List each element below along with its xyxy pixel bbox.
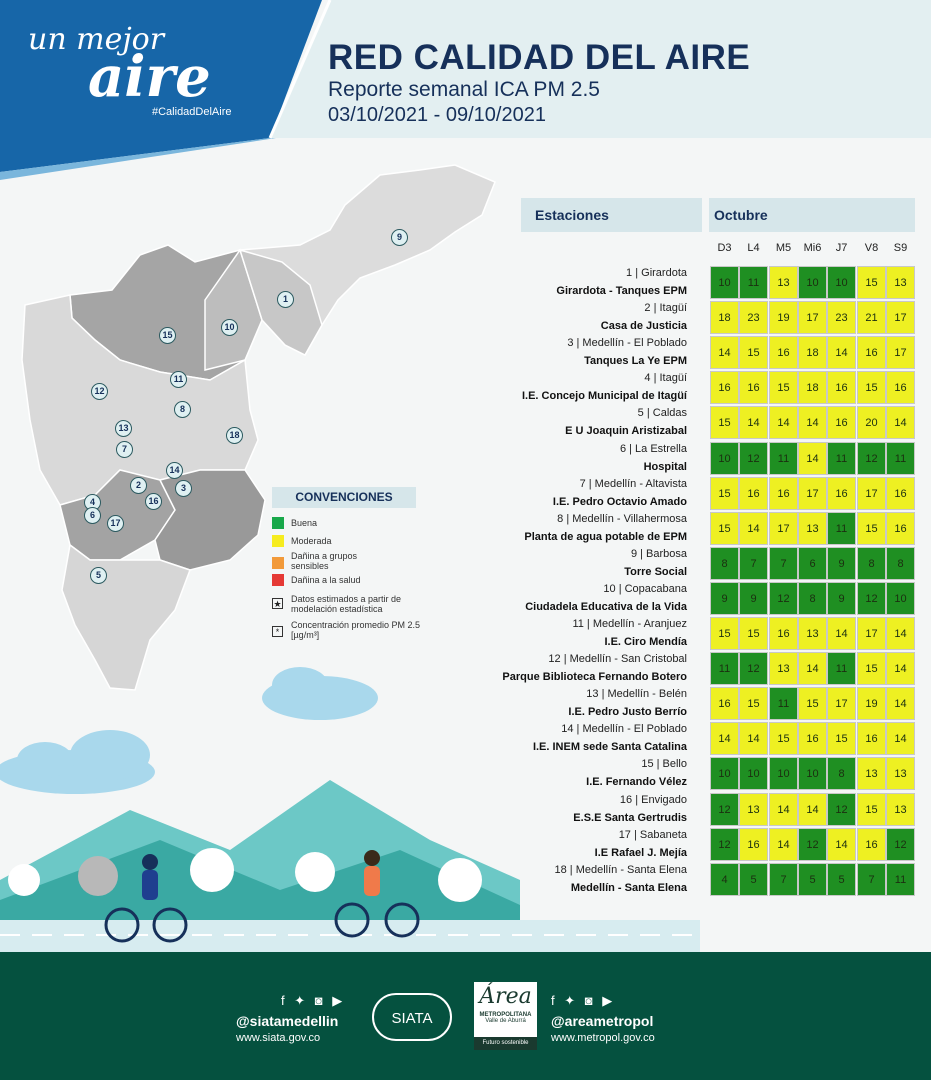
ica-cell: 13 — [886, 266, 915, 299]
social-media-icons[interactable]: f ✦ ◙ ▶ — [551, 993, 616, 1008]
footer — [0, 952, 931, 1080]
station-name: I.E. Pedro Justo Berrío — [568, 706, 687, 718]
logo-text-un-mejor: un mejor — [28, 22, 165, 57]
ica-cell: 15 — [857, 371, 886, 404]
ica-cell: 12 — [827, 793, 856, 826]
day-header: L4 — [747, 242, 760, 254]
station-id-place: 3 | Medellín - El Poblado — [567, 337, 687, 349]
ica-cell: 14 — [886, 687, 915, 720]
station-id-place: 16 | Envigado — [619, 794, 687, 806]
asterisk-icon: * — [272, 626, 283, 637]
legend-swatch-salud — [272, 574, 284, 586]
map-station-marker[interactable]: 9 — [391, 229, 408, 246]
station-name: Tanques La Ye EPM — [584, 355, 687, 367]
ica-cell: 13 — [798, 617, 827, 650]
ica-cell: 7 — [739, 547, 768, 580]
ica-cell: 12 — [739, 442, 768, 475]
ica-cell: 15 — [710, 512, 739, 545]
ica-cell: 8 — [827, 757, 856, 790]
ica-cell: 14 — [827, 617, 856, 650]
ica-cell: 10 — [798, 757, 827, 790]
ica-cell: 16 — [769, 617, 798, 650]
ica-cell: 19 — [769, 301, 798, 334]
ica-cell: 8 — [857, 547, 886, 580]
ica-cell: 18 — [798, 336, 827, 369]
ica-cell: 16 — [827, 477, 856, 510]
day-header: Mi6 — [803, 242, 822, 254]
ica-cell: 11 — [886, 442, 915, 475]
ica-cell: 13 — [886, 793, 915, 826]
day-header: D3 — [717, 242, 732, 254]
legend-label-buena: Buena — [291, 518, 318, 528]
ica-cell: 7 — [769, 547, 798, 580]
area-logo-line1: METROPOLITANA — [479, 1012, 532, 1018]
ica-cell: 11 — [739, 266, 768, 299]
legend-swatch-buena — [272, 517, 284, 529]
legend-label-sensibles: Dañina a grupos sensibles — [291, 551, 358, 571]
ica-cell: 16 — [769, 477, 798, 510]
ica-cell: 16 — [769, 336, 798, 369]
ica-cell: 17 — [798, 477, 827, 510]
map-station-marker[interactable]: 5 — [90, 567, 107, 584]
map-station-marker[interactable]: 7 — [116, 441, 133, 458]
station-name: I.E. Concejo Municipal de Itagüí — [521, 390, 687, 402]
ica-cell: 16 — [827, 371, 856, 404]
ica-cell: 10 — [710, 266, 739, 299]
map-station-marker[interactable]: 1 — [277, 291, 294, 308]
station-id-place: 8 | Medellín - Villahermosa — [557, 513, 687, 525]
ica-cell: 10 — [739, 757, 768, 790]
station-id-place: 13 | Medellín - Belén — [586, 688, 687, 700]
ica-cell: 15 — [739, 617, 768, 650]
ica-cell: 9 — [827, 582, 856, 615]
map-station-marker[interactable]: 8 — [174, 401, 191, 418]
map-station-marker[interactable]: 10 — [221, 319, 238, 336]
station-name: I.E. Ciro Mendía — [604, 636, 687, 648]
station-name: Medellín - Santa Elena — [570, 882, 687, 894]
ica-cell: 13 — [769, 652, 798, 685]
ica-cell: 15 — [769, 722, 798, 755]
siata-handle[interactable]: @siatamedellin — [236, 1013, 339, 1029]
area-logo-letter: Área — [479, 984, 532, 1009]
ica-cell: 5 — [798, 863, 827, 896]
station-name: Casa de Justicia — [600, 320, 687, 332]
stations-header: Estaciones — [521, 198, 702, 232]
map-station-marker[interactable]: 3 — [175, 480, 192, 497]
ica-cell: 5 — [827, 863, 856, 896]
station-name: I.E Rafael J. Mejía — [594, 847, 687, 859]
ica-cell: 12 — [710, 793, 739, 826]
page-title: RED CALIDAD DEL AIRE — [328, 38, 751, 77]
station-name: Ciudadela Educativa de la Vida — [525, 601, 687, 613]
area-metropolitana-logo — [474, 982, 537, 1050]
ica-cell: 15 — [710, 406, 739, 439]
siata-logo: SIATA — [372, 993, 452, 1041]
ica-cell: 12 — [857, 442, 886, 475]
ica-cell: 16 — [886, 371, 915, 404]
ica-cell: 14 — [798, 793, 827, 826]
ica-cell: 5 — [739, 863, 768, 896]
ica-cell: 10 — [710, 442, 739, 475]
station-id-place: 17 | Sabaneta — [618, 829, 687, 841]
station-name: I.E. Pedro Octavio Amado — [552, 496, 687, 508]
map-station-marker[interactable]: 2 — [130, 477, 147, 494]
ica-cell: 9 — [710, 582, 739, 615]
legend-avg-note: Concentración promedio PM 2.5 [µg/m³] — [291, 620, 421, 640]
ica-cell: 14 — [739, 512, 768, 545]
ica-cell: 12 — [769, 582, 798, 615]
region-map — [0, 160, 520, 700]
tree-icon — [8, 864, 40, 896]
ica-cell: 16 — [710, 687, 739, 720]
station-name: E U Joaquin Aristizabal — [565, 425, 687, 437]
ica-cell: 16 — [857, 828, 886, 861]
ica-cell: 13 — [857, 757, 886, 790]
station-id-place: 7 | Medellín - Altavista — [579, 478, 687, 490]
station-id-place: 15 | Bello — [641, 758, 687, 770]
ica-cell: 11 — [886, 863, 915, 896]
ica-cell: 14 — [769, 793, 798, 826]
station-id-place: 9 | Barbosa — [630, 548, 687, 560]
ica-cell: 11 — [710, 652, 739, 685]
ica-cell: 17 — [827, 687, 856, 720]
ica-cell: 10 — [798, 266, 827, 299]
legend-label-moderada: Moderada — [291, 536, 332, 546]
ica-cell: 11 — [827, 652, 856, 685]
ica-cell: 14 — [739, 406, 768, 439]
ica-cell: 14 — [710, 336, 739, 369]
legend-label-salud: Dañina a la salud — [291, 575, 361, 585]
ica-cell: 4 — [710, 863, 739, 896]
ica-cell: 16 — [739, 371, 768, 404]
ica-cell: 18 — [798, 371, 827, 404]
ica-cell: 15 — [857, 512, 886, 545]
station-id-place: 4 | Itagüí — [644, 372, 687, 384]
station-name: Parque Biblioteca Fernando Botero — [502, 671, 687, 683]
metropol-handle[interactable]: @areametropol — [551, 1013, 654, 1029]
station-name: Girardota - Tanques EPM — [556, 285, 687, 297]
ica-cell: 23 — [739, 301, 768, 334]
ica-cell: 16 — [798, 722, 827, 755]
station-id-place: 12 | Medellín - San Cristobal — [548, 653, 687, 665]
ica-cell: 12 — [710, 828, 739, 861]
ica-cell: 11 — [827, 442, 856, 475]
ica-cell: 12 — [798, 828, 827, 861]
ica-cell: 14 — [798, 652, 827, 685]
tree-icon — [438, 858, 482, 902]
ica-cell: 7 — [857, 863, 886, 896]
metropol-url[interactable]: www.metropol.gov.co — [551, 1032, 655, 1044]
ica-cell: 14 — [710, 722, 739, 755]
station-name: Planta de agua potable de EPM — [524, 531, 687, 543]
ica-cell: 16 — [857, 336, 886, 369]
ica-cell: 14 — [886, 652, 915, 685]
ica-cell: 17 — [886, 336, 915, 369]
logo-text-aire: aire — [88, 44, 211, 110]
ica-cell: 15 — [827, 722, 856, 755]
station-id-place: 11 | Medellín - Aranjuez — [572, 618, 687, 630]
map-region-south-east — [155, 470, 265, 570]
map-station-marker[interactable]: 14 — [166, 462, 183, 479]
ica-cell: 21 — [857, 301, 886, 334]
map-station-marker[interactable]: 12 — [91, 383, 108, 400]
ica-cell: 16 — [710, 371, 739, 404]
ica-cell: 12 — [739, 652, 768, 685]
map-station-marker[interactable]: 6 — [84, 507, 101, 524]
ica-cell: 16 — [886, 477, 915, 510]
tree-icon — [295, 852, 335, 892]
ica-cell: 20 — [857, 406, 886, 439]
ica-cell: 17 — [857, 477, 886, 510]
ica-cell: 6 — [798, 547, 827, 580]
ica-cell: 15 — [710, 617, 739, 650]
station-name: I.E. INEM sede Santa Catalina — [532, 741, 687, 753]
ica-cell: 16 — [886, 512, 915, 545]
date-range: 03/10/2021 - 09/10/2021 — [328, 104, 546, 126]
ica-cell: 23 — [827, 301, 856, 334]
ica-cell: 16 — [739, 828, 768, 861]
ica-cell: 8 — [798, 582, 827, 615]
month-header: Octubre — [709, 198, 915, 232]
ica-cell: 10 — [827, 266, 856, 299]
legend-star-note: Datos estimados a partir de modelación estadística — [291, 594, 402, 614]
ica-cell: 14 — [798, 442, 827, 475]
ica-cell: 8 — [886, 547, 915, 580]
ica-cell: 15 — [857, 652, 886, 685]
ica-cell: 14 — [739, 722, 768, 755]
ica-cell: 8 — [710, 547, 739, 580]
station-id-place: 1 | Girardota — [626, 267, 687, 279]
day-header: V8 — [864, 242, 879, 254]
ica-cell: 15 — [769, 371, 798, 404]
tree-icon — [78, 856, 118, 896]
cyclist-body — [142, 870, 158, 900]
map-station-marker[interactable]: 11 — [170, 371, 187, 388]
ica-cell: 14 — [769, 406, 798, 439]
ica-cell: 17 — [857, 617, 886, 650]
ica-cell: 10 — [886, 582, 915, 615]
station-id-place: 14 | Medellín - El Poblado — [561, 723, 687, 735]
day-header: S9 — [893, 242, 908, 254]
ica-cell: 15 — [739, 336, 768, 369]
ica-cell: 14 — [886, 406, 915, 439]
area-logo-line3: Futuro sostenible — [474, 1037, 537, 1050]
landscape-illustration — [0, 660, 700, 952]
cyclist-head — [364, 850, 380, 866]
ica-cell: 18 — [710, 301, 739, 334]
ica-cell: 13 — [886, 757, 915, 790]
map-station-marker[interactable]: 16 — [145, 493, 162, 510]
ica-cell: 14 — [827, 828, 856, 861]
map-station-marker[interactable]: 15 — [159, 327, 176, 344]
cyclist-body — [364, 866, 380, 896]
legend-title: CONVENCIONES — [272, 487, 416, 508]
ica-cell: 10 — [710, 757, 739, 790]
ica-cell: 9 — [827, 547, 856, 580]
star-icon: ★ — [273, 599, 282, 609]
ica-cell: 16 — [827, 406, 856, 439]
ica-cell: 19 — [857, 687, 886, 720]
map-station-marker[interactable]: 4 — [84, 494, 101, 511]
ica-cell: 11 — [769, 442, 798, 475]
station-name: I.E. Fernando Vélez — [586, 776, 687, 788]
day-header: J7 — [835, 242, 848, 254]
ica-cell: 16 — [739, 477, 768, 510]
ica-cell: 15 — [857, 266, 886, 299]
ica-cell: 13 — [798, 512, 827, 545]
ica-cell: 7 — [769, 863, 798, 896]
ica-cell: 14 — [798, 406, 827, 439]
legend-swatch-moderada — [272, 535, 284, 547]
ica-cell: 14 — [886, 722, 915, 755]
ica-cell: 16 — [857, 722, 886, 755]
ica-cell: 15 — [798, 687, 827, 720]
station-name: Hospital — [643, 461, 687, 473]
station-id-place: 5 | Caldas — [637, 407, 687, 419]
social-media-icons[interactable]: f ✦ ◙ ▶ — [281, 993, 346, 1008]
legend-swatch-sensibles — [272, 557, 284, 569]
station-id-place: 18 | Medellín - Santa Elena — [554, 864, 687, 876]
station-name: Torre Social — [624, 566, 687, 578]
report-subtitle: Reporte semanal ICA PM 2.5 — [328, 78, 600, 101]
ica-cell: 17 — [769, 512, 798, 545]
station-id-place: 10 | Copacabana — [603, 583, 687, 595]
ica-cell: 11 — [769, 687, 798, 720]
ica-cell: 13 — [769, 266, 798, 299]
station-id-place: 2 | Itagüí — [644, 302, 687, 314]
ica-cell: 17 — [798, 301, 827, 334]
ica-cell: 15 — [739, 687, 768, 720]
hashtag: #CalidadDelAire — [152, 106, 232, 118]
station-id-place: 6 | La Estrella — [619, 443, 687, 455]
map-station-marker[interactable]: 13 — [115, 420, 132, 437]
map-station-marker[interactable]: 18 — [226, 427, 243, 444]
area-logo-line2: Valle de Aburrá — [485, 1018, 526, 1024]
map-station-marker[interactable]: 17 — [107, 515, 124, 532]
siata-url[interactable]: www.siata.gov.co — [236, 1032, 321, 1044]
ica-cell: 11 — [827, 512, 856, 545]
day-header: M5 — [775, 242, 792, 254]
ica-cell: 12 — [886, 828, 915, 861]
ica-cell: 15 — [857, 793, 886, 826]
cyclist-head — [142, 854, 158, 870]
ica-cell: 14 — [769, 828, 798, 861]
ica-cell: 14 — [886, 617, 915, 650]
ica-cell: 13 — [739, 793, 768, 826]
ica-cell: 17 — [886, 301, 915, 334]
ica-cell: 9 — [739, 582, 768, 615]
ica-cell: 14 — [827, 336, 856, 369]
ica-cell: 15 — [710, 477, 739, 510]
tree-icon — [190, 848, 234, 892]
ica-cell: 12 — [857, 582, 886, 615]
station-name: E.S.E Santa Gertrudis — [573, 812, 687, 824]
ica-cell: 10 — [769, 757, 798, 790]
